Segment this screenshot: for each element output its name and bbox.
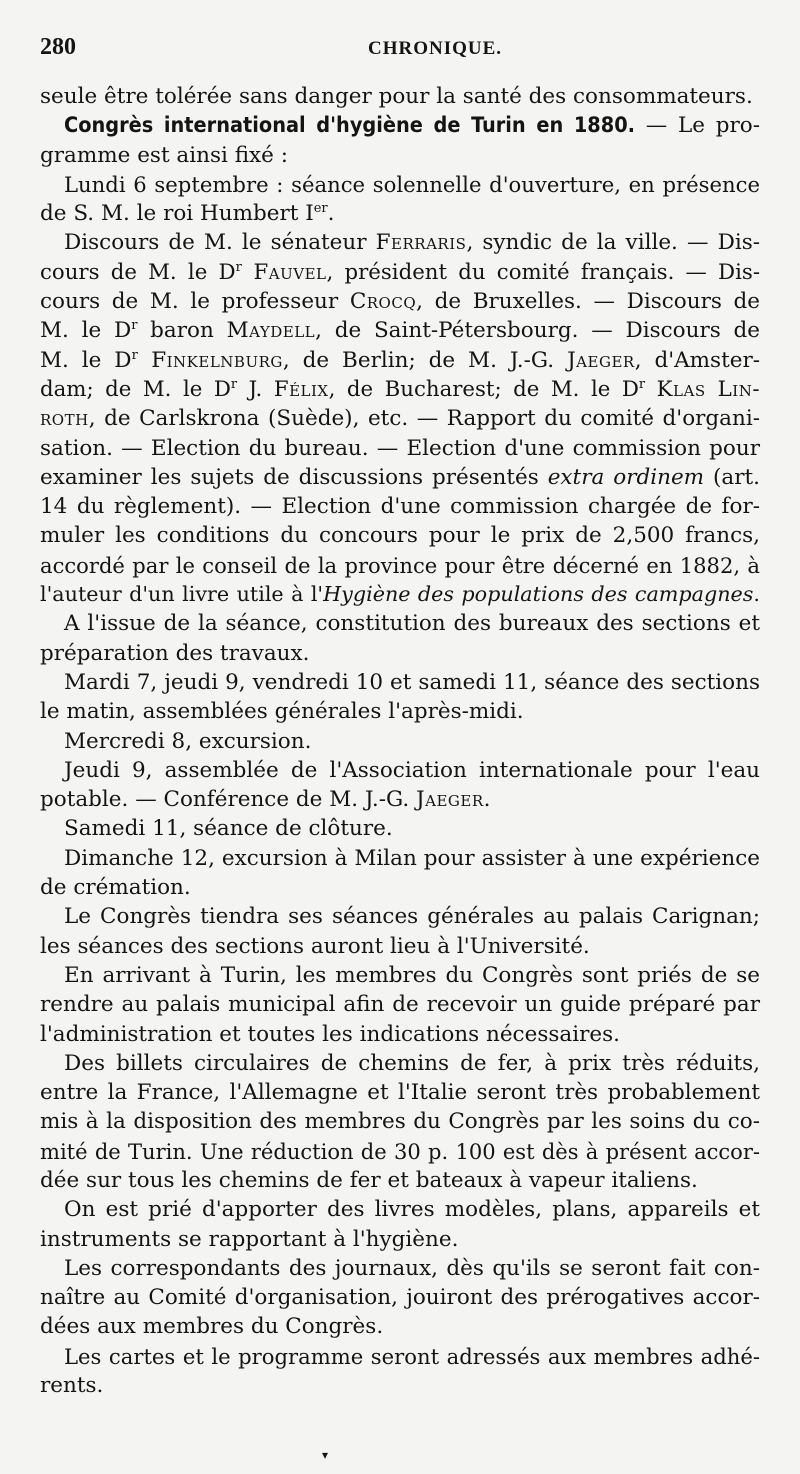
- text-line: dam; de M. le $D^r$ J. Félix, de Bucharest; de M. le $D^r$ Klas Lin-: [40, 376, 761, 402]
- text-line: cours de M. le $D^r$ Fauvel, président du comité français. — Dis-: [40, 259, 761, 285]
- body-text: [40, 82, 760, 1400]
- text-line: dées aux membres du Congrès.: [40, 1314, 384, 1340]
- page-number: 280: [40, 34, 76, 60]
- text-line: Samedi 11, séance de clôture.: [64, 816, 393, 842]
- text-line: préparation des travaux.: [40, 640, 310, 666]
- text-line: Des billets circulaires de chemins de fer, à prix très réduits,: [64, 1050, 760, 1076]
- text-line: instruments se rapportant à l'hygiène.: [40, 1226, 459, 1252]
- text-line: de S. M. le roi Humbert Ier.: [40, 201, 335, 227]
- text-line: potable. — Conférence de M. J.-G. Jaeger.: [40, 787, 491, 813]
- text-line: A l'issue de la séance, constitution des bureaux des sections et: [64, 611, 760, 637]
- text-line: sation. — Election du bureau. — Election d'une commission pour: [40, 435, 760, 461]
- text-line: Mardi 7, jeudi 9, vendredi 10 et samedi 11, séance des sections: [64, 669, 760, 695]
- text-line: muler les conditions du concours pour le prix de 2,500 francs,: [40, 523, 760, 549]
- text-line: gramme est ainsi fixé :: [40, 142, 288, 168]
- text-line: le matin, assemblées générales l'après-midi.: [40, 699, 524, 725]
- text-line: Congrès international d'hygiène de Turin en 1880. — Le pro-: [64, 113, 760, 139]
- text-line: Jeudi 9, assemblée de l'Association internationale pour l'eau: [64, 757, 760, 783]
- text-line: rents.: [40, 1373, 104, 1399]
- text-line: M. le $D^r$ baron Maydell, de Saint-Pétersbourg. — Discours de: [40, 318, 760, 344]
- text-line: les séances des sections auront lieu à l'Université.: [40, 933, 590, 959]
- text-line: On est prié d'apporter des livres modèles, plans, appareils et: [64, 1197, 760, 1223]
- text-line: roth, de Carlskrona (Suède), etc. — Rapport du comité d'organi-: [40, 406, 760, 432]
- text-line: l'administration et toutes les indications nécessaires.: [40, 1021, 620, 1047]
- text-line: Lundi 6 septembre : séance solennelle d'ouverture, en présence: [64, 171, 760, 197]
- print-mark: ▾: [322, 1448, 329, 1462]
- page-header: [40, 34, 760, 68]
- text-line: Le Congrès tiendra ses séances générales au palais Carignan;: [64, 904, 760, 930]
- text-line: Discours de M. le sénateur Ferraris, syndic de la ville. — Dis-: [64, 230, 760, 256]
- text-line: de crémation.: [40, 875, 191, 901]
- text-line: 14 du règlement). — Election d'une commission chargée de for-: [40, 494, 760, 520]
- text-line: Dimanche 12, excursion à Milan pour assister à une expérience: [64, 845, 760, 871]
- text-line: examiner les sujets de discussions présentés extra ordinem (art.: [40, 464, 760, 490]
- text-line: Les cartes et le programme seront adressés aux membres adhé-: [64, 1343, 760, 1369]
- text-line: entre la France, l'Allemagne et l'Italie seront très probablement: [40, 1080, 760, 1106]
- text-line: M. le $D^r$ Finkelnburg, de Berlin; de M. J.-G. Jaeger, d'Amster-: [40, 347, 760, 373]
- running-title: CHRONIQUE.: [368, 38, 503, 59]
- text-line: Les correspondants des journaux, dès qu'ils se seront fait con-: [64, 1255, 760, 1281]
- text-line: dée sur tous les chemins de fer et bateaux à vapeur italiens.: [40, 1167, 698, 1193]
- text-line: mis à la disposition des membres du Congrès par les soins du co-: [40, 1109, 760, 1135]
- section-heading: Congrès international d'hygiène de Turin en 1880.: [64, 113, 636, 139]
- text-line: rendre au palais municipal afin de recevoir un guide préparé par: [40, 992, 760, 1018]
- text-line: En arrivant à Turin, les membres du Congrès sont priés de se: [64, 962, 760, 988]
- text-line: l'auteur d'un livre utile à l'Hygiène des populations des campagnes.: [40, 582, 760, 607]
- text-line: mité de Turin. Une réduction de 30 p. 100 est dès à présent accor-: [40, 1138, 760, 1164]
- text-line: naître au Comité d'organisation, jouiront des prérogatives accor-: [40, 1285, 760, 1311]
- text-line: Mercredi 8, excursion.: [64, 728, 312, 754]
- text-line: seule être tolérée sans danger pour la santé des consommateurs.: [40, 84, 753, 109]
- text-line: accordé par le conseil de la province pour être décerné en 1882, à: [40, 552, 760, 578]
- text-line: cours de M. le professeur Crocq, de Bruxelles. — Discours de: [40, 289, 760, 315]
